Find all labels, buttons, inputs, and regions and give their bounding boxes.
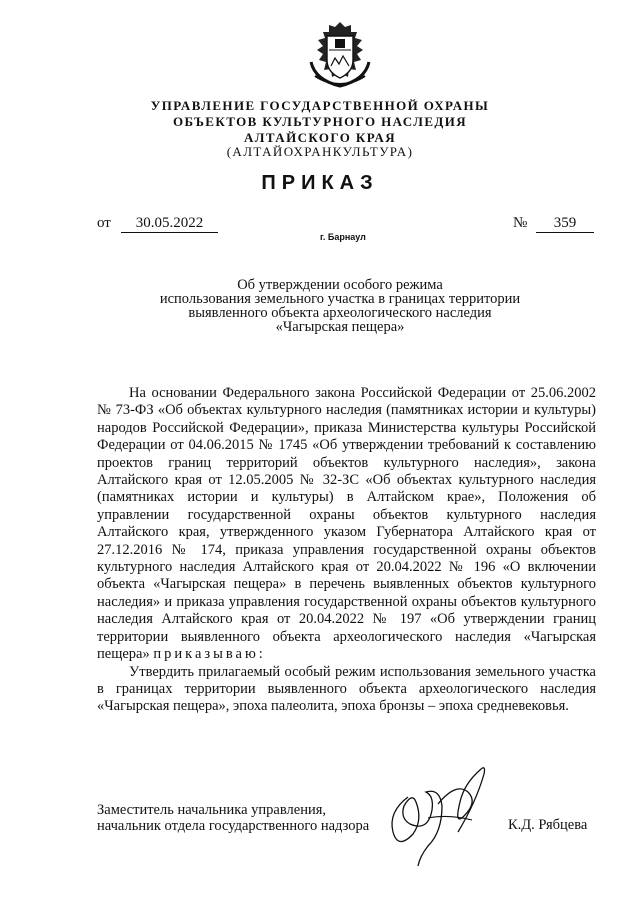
- number-label: №: [513, 215, 528, 231]
- subject-line-3: выявленного объекта археологического наследия: [188, 305, 492, 321]
- subject-line-2: использования земельного участка в границах территории: [159, 291, 521, 307]
- document-number: 359: [536, 215, 594, 233]
- body-paragraph-1: [97, 385, 596, 664]
- org-name-line-1: УПРАВЛЕНИЕ ГОСУДАРСТВЕННОЙ ОХРАНЫ: [150, 98, 490, 113]
- order-word: приказываю:: [153, 646, 266, 663]
- body-paragraph-2: Утвердить прилагаемый особый режим использования земельного участка в границах территории выявленного объекта археологического наследия «Чагырская пещера», эпоха палеолита, эпоха бронзы – эпоха средневековья.: [97, 663, 596, 715]
- subject-line-4: «Чагырская пещера»: [275, 319, 405, 335]
- subject-line-1: Об утверждении особого режима: [237, 277, 443, 293]
- position-line-2: начальник отдела государственного надзора: [97, 818, 370, 834]
- handwritten-signature-icon: [368, 762, 493, 872]
- document-body: [97, 385, 596, 716]
- org-name-line-3: АЛТАЙСКОГО КРАЯ: [244, 130, 396, 145]
- signatory-name: К.Д. Рябцева: [508, 817, 588, 833]
- signatory-position: [97, 802, 369, 834]
- org-short-name: (АЛТАЙОХРАНКУЛЬТУРА): [226, 144, 414, 159]
- city-label: г. Барнаул: [320, 232, 366, 242]
- position-line-1: Заместитель начальника управления,: [97, 802, 327, 818]
- document-subject: [100, 278, 580, 334]
- date-label: от: [97, 215, 111, 231]
- org-name-line-2: ОБЪЕКТОВ КУЛЬТУРНОГО НАСЛЕДИЯ: [172, 114, 468, 129]
- document-type-title: ПРИКАЗ: [261, 172, 379, 194]
- document-date: 30.05.2022: [121, 215, 218, 233]
- coat-of-arms-icon: [305, 20, 375, 92]
- preamble-text: На основании Федерального закона Российской Федерации от 25.06.2002 № 73-ФЗ «Об объектах культурного наследия (памятниках истории и культуры) народов Российской Федерации», приказа Министерства культуры Российской Федерации от 04.06.2015 № 1745 «Об утверждении требований к составлению проектов границ территорий объектов культурного наследия», закона Алтайского края от 12.05.2005 № 32-ЗС «Об объектах культурного наследия (памятниках истории и культуры) в Алтайском крае», Положения об управлении государственной охраны объектов культурного наследия Алтайского края, утвержденного указом Губернатора Алтайского края от 27.12.2016 № 174, приказа управления государственной охраны объектов культурного наследия Алтайского края от 20.04.2022 № 196 «О включении объекта «Чагырская пещера» в перечень выявленных объектов культурного наследия» и приказа управления государственной охраны объектов культурного наследия Алтайского края от 20.04.2022 № 197 «Об утверждении границ территории выявленного объекта археологического наследия «Чагырская пещера»: [97, 385, 596, 663]
